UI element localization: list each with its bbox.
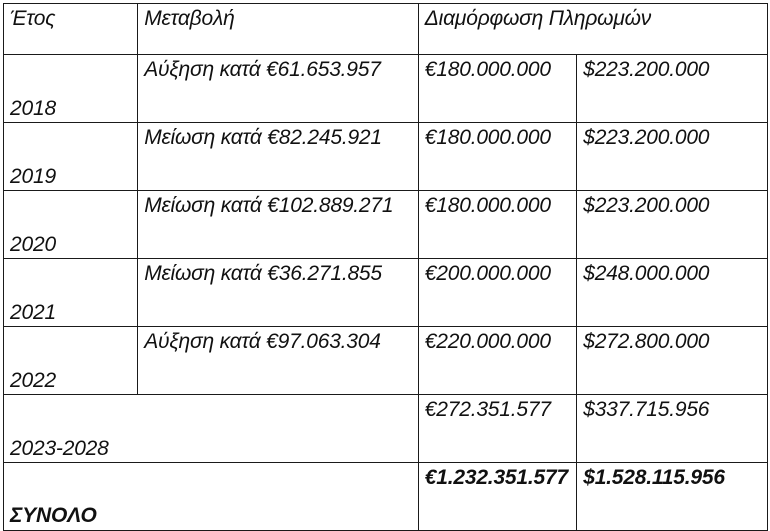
table-row [4, 259, 768, 327]
eur-amount-cell: €272.351.577 [418, 395, 576, 463]
table-header-row [4, 4, 768, 55]
usd-amount-cell: $272.800.000 [577, 327, 768, 395]
year-cell: 2021 [4, 259, 138, 327]
year-cell: 2018 [4, 55, 138, 123]
eur-amount-cell: €180.000.000 [418, 123, 576, 191]
eur-amount-cell: €180.000.000 [418, 191, 576, 259]
change-cell: Αύξηση κατά €97.063.304 [138, 327, 419, 395]
table-row [4, 191, 768, 259]
total-row [4, 463, 768, 531]
payments-table [3, 3, 768, 531]
eur-amount-cell: €200.000.000 [418, 259, 576, 327]
usd-amount-cell: $223.200.000 [577, 191, 768, 259]
header-payments: Διαμόρφωση Πληρωμών [418, 4, 767, 55]
eur-amount-cell: €180.000.000 [418, 55, 576, 123]
table-row [4, 123, 768, 191]
usd-amount-cell: $248.000.000 [577, 259, 768, 327]
table-row [4, 55, 768, 123]
year-cell: 2019 [4, 123, 138, 191]
total-label: ΣΥΝΟΛΟ [4, 463, 419, 531]
year-cell: 2022 [4, 327, 138, 395]
usd-amount-cell: $223.200.000 [577, 123, 768, 191]
year-range-cell: 2023-2028 [4, 395, 419, 463]
header-change: Μεταβολή [138, 4, 419, 55]
change-cell: Μείωση κατά €82.245.921 [138, 123, 419, 191]
year-cell: 2020 [4, 191, 138, 259]
table-row [4, 395, 768, 463]
change-cell: Αύξηση κατά €61.653.957 [138, 55, 419, 123]
eur-amount-cell: €220.000.000 [418, 327, 576, 395]
usd-amount-cell: $337.715.956 [577, 395, 768, 463]
header-year: Έτος [4, 4, 138, 55]
change-cell: Μείωση κατά €102.889.271 [138, 191, 419, 259]
total-usd-cell: $1.528.115.956 [577, 463, 768, 531]
usd-amount-cell: $223.200.000 [577, 55, 768, 123]
table-row [4, 327, 768, 395]
total-eur-cell: €1.232.351.577 [418, 463, 576, 531]
change-cell: Μείωση κατά €36.271.855 [138, 259, 419, 327]
